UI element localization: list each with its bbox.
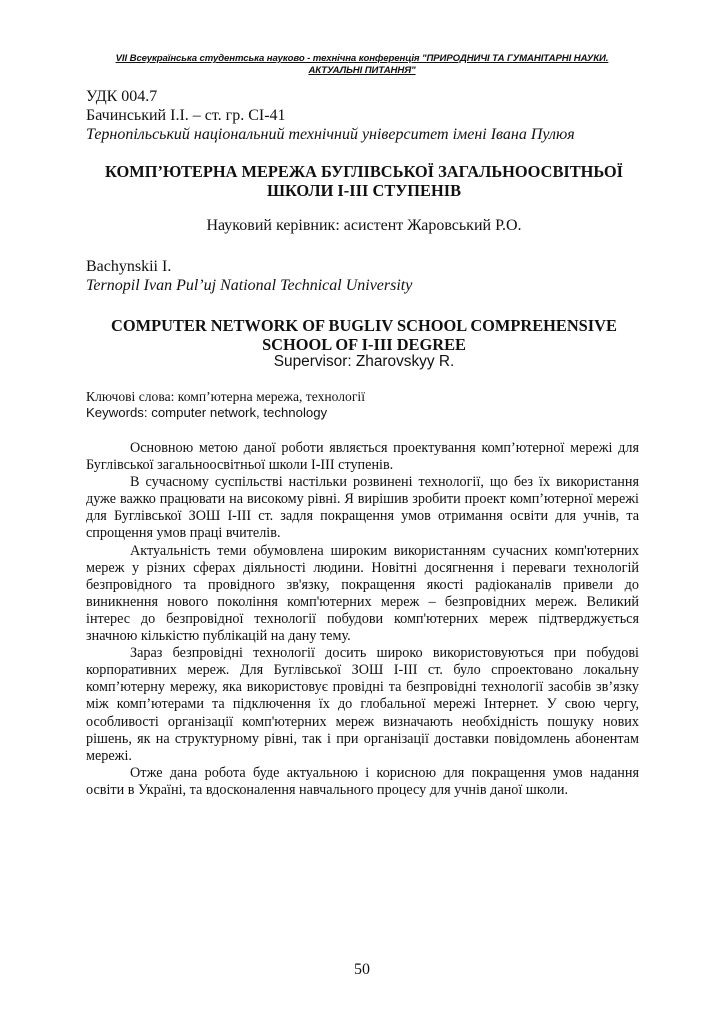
supervisor-ua: Науковий керівник: асистент Жаровський Р.О. <box>206 217 522 234</box>
paper-title-en-line2: SCHOOL OF I-III DEGREE <box>262 335 466 354</box>
conference-header-line1: VII Всеукраїнська студентська науково - технічна конференція "ПРИРОДНИЧІ ТА ГУМАНІТАРНІ НАУКИ. <box>115 53 609 64</box>
paper-title-ua-line1: КОМП’ЮТЕРНА МЕРЕЖА БУГЛІВСЬКОЇ ЗАГАЛЬНООСВІТНЬОЇ <box>105 162 623 181</box>
conference-header-line2: АКТУАЛЬНІ ПИТАННЯ" <box>308 65 416 76</box>
paper-title-en <box>86 316 642 354</box>
body-text <box>86 440 639 799</box>
udk-code: УДК 004.7 <box>86 88 158 105</box>
paper-title-ua-line2: ШКОЛИ І-ІІІ СТУПЕНІВ <box>266 181 462 200</box>
body-paragraph-1: Основною метою даної роботи являється проектування комп’ютерної мережі для Буглівської загальноосвітньої школи І-ІІІ ступенів. <box>86 440 639 474</box>
author-en: Bachynskii I. <box>86 258 172 275</box>
supervisor-en: Supervisor: Zharovskyy R. <box>273 353 455 370</box>
author-ua: Бачинський І.І. – ст. гр. СІ-41 <box>86 107 286 124</box>
body-paragraph-2: В сучасному суспільстві настільки розвинені технології, що без їх використання дуже важко працювати на високому рівні. Я вирішив зробити проект комп’ютерної мережі для Буглівської ЗОШ І-ІІІ ст. задля покращення умов отримання освіти для учнів, та спрощення умов праці вчителів. <box>86 474 639 542</box>
body-paragraph-3: Актуальність теми обумовлена широким використанням сучасних комп'ютерних мереж у різних сферах діяльності людини. Новітні досягнення і переваги технологій безпровідного та провідного зв'язку, покращення якості радіоканалів привели до виникнення нового покоління комп'ютерних мереж – безпровідних мереж. Великий інтерес до безпровідної технології побудови комп'ютерних мереж підтверджується значною кількістю публікацій на дану тему. <box>86 542 639 645</box>
keywords-en: Keywords: computer network, technology <box>86 405 328 420</box>
paper-title-ua <box>86 162 642 200</box>
body-paragraph-5: Отже дана робота буде актуальною і корисною для покращення умов надання освіти в Україні, та вдосконалення навчального процесу для учнів даної школи. <box>86 764 639 798</box>
conference-header <box>95 53 629 77</box>
university-en: Ternopil Ivan Pul’uj National Technical University <box>86 277 413 294</box>
page-number: 50 <box>354 961 370 978</box>
paper-title-en-line1: COMPUTER NETWORK OF BUGLIV SCHOOL COMPREHENSIVE <box>111 316 617 335</box>
body-paragraph-4: Зараз безпровідні технології досить широко використовуються при побудові корпоративних мереж. Для Буглівської ЗОШ І-ІІІ ст. було спроектовано локальну комп’ютерну мережу, яка використовує провідні та безпровідні технології засобів зв’язку між комп’ютерами та підключення їх до глобальної мережі Інтернет. У свою чергу, особливості організації комп'ютерних мереж визначають необхідність пошуку нових рішень, як на структурному рівні, так і при організації доставки повідомлень абонентам мережі. <box>86 645 639 764</box>
university-ua: Тернопільський національний технічний університет імені Івана Пулюя <box>86 126 575 143</box>
keywords-ua: Ключові слова: комп’ютерна мережа, технології <box>86 389 365 404</box>
